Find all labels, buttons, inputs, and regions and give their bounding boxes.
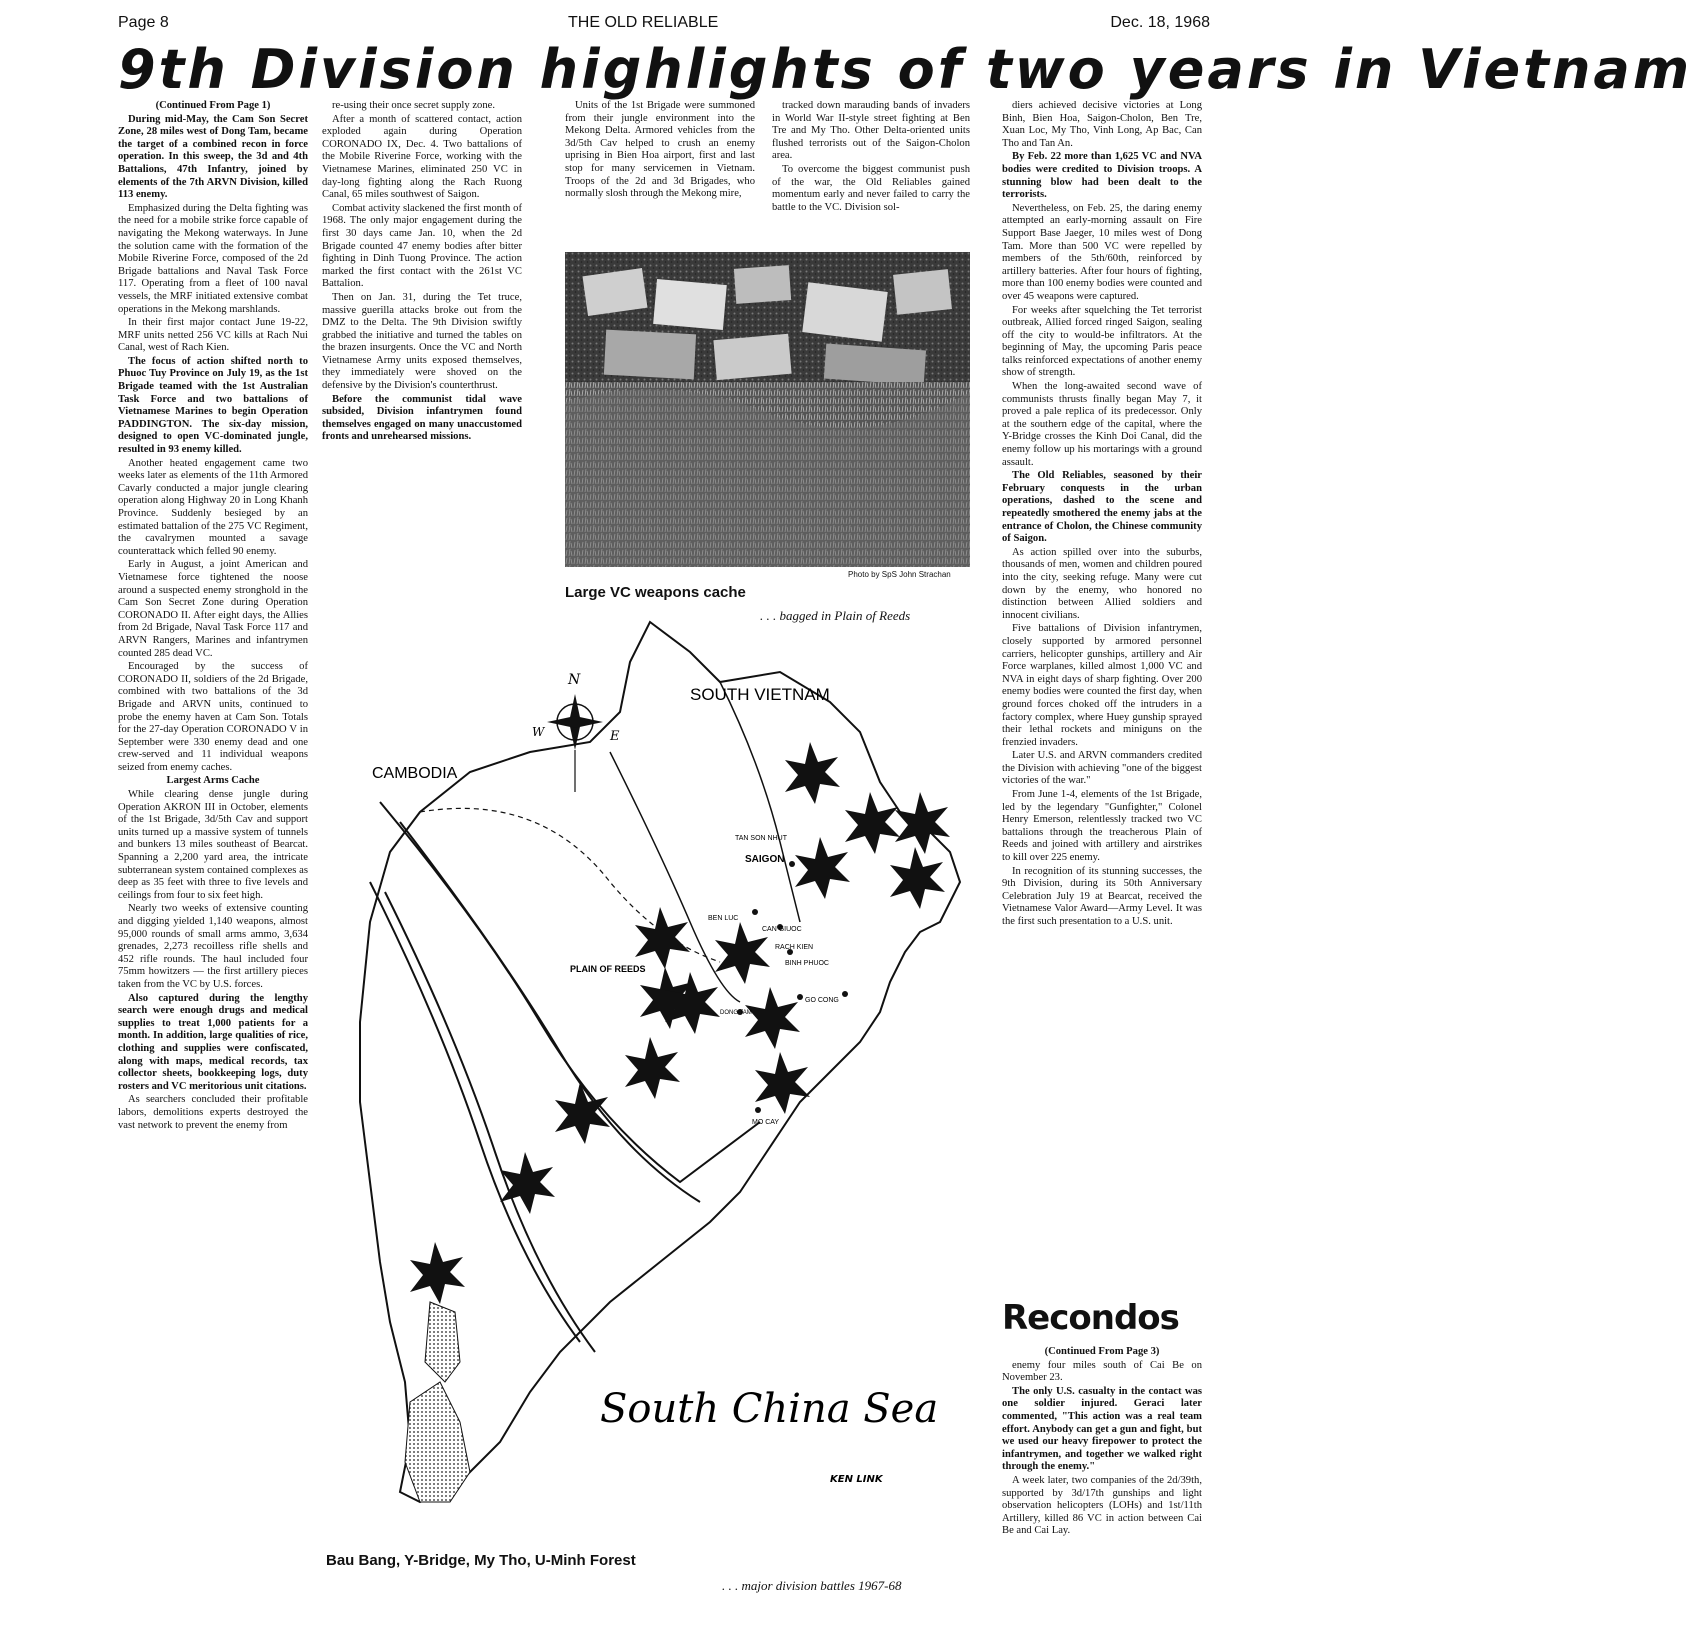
article-column-4 xyxy=(772,100,970,250)
masthead xyxy=(118,14,1210,36)
battle-marker xyxy=(500,1152,555,1214)
weapons-cache-photo xyxy=(565,252,970,567)
article-paragraph: In recognition of its stunning successes, the 9th Division, during its 50th Anniversary Celebration July 19 at Bearcat, received the Vietnamese Valor Award—Army Level. It was the first such presentation to a U.S. unit. xyxy=(1002,865,1202,927)
article-paragraph: Units of the 1st Brigade were summoned from their jungle environment into the Mekong Delta. Armored vehicles from the 3d/5th Cav helped to crush an enemy uprising in Bien Hoa airport, first and last stop for many servicemen in Vietnam. Troops of the 2d and 3d Brigades, who normally slosh through the Mekong mire, xyxy=(565,100,755,200)
label-south-china-sea: South China Sea xyxy=(600,1386,939,1432)
article-paragraph: By Feb. 22 more than 1,625 VC and NVA bodies were credited to Division troops. A stunning blow had been dealt to the terrorists. xyxy=(1002,151,1202,201)
article-paragraph: Nevertheless, on Feb. 25, the daring enemy attempted an early-morning assault on Fire Support Base Jaeger, 10 miles west of Dong Tam. More than 500 VC were repelled by members of the 5th/60th, reinforced by artillery batteries. After four hours of fighting, more than 100 enemy bodies were counted and over 45 weapons were captured. xyxy=(1002,202,1202,302)
article-paragraph: Then on Jan. 31, during the Tet truce, massive guerilla attacks broke out from the DMZ to the Delta. The 9th Division swiftly grabbed the initiative and turned the tables on the brazen insurgents. Once the VC and North Vietnamese Army units exposed themselves, they immediately were shoved on the defensive by the Division's counterthrust. xyxy=(322,291,522,392)
article-paragraph: After a month of scattered contact, action exploded again during Operation CORONADO IX, Dec. 4. Two battalions of the Mobile Riverine Force, working with the Vietnamese Marines, eliminated 250 VC in day-long fighting along the Rach Ruong Canal, 65 miles southwest of Saigon. xyxy=(322,113,522,201)
label-saigon: SAIGON xyxy=(745,854,785,865)
u-minh-forest xyxy=(405,1382,470,1502)
label-binh-phuoc: BINH PHUOC xyxy=(785,960,829,967)
article-paragraph: For weeks after squelching the Tet terrorist outbreak, Allied forced ringed Saigon, sealing off the city to would-be infiltrators. At the beginning of May, the upcoming Paris peace talks reinforced expectations of another enemy show of strength. xyxy=(1002,304,1202,379)
map-caption: Bau Bang, Y-Bridge, My Tho, U-Minh Forest xyxy=(326,1552,636,1569)
battle-markers xyxy=(410,742,950,1304)
article-paragraph: tracked down marauding bands of invaders in World War II-style street fighting at Ben Tre and My Tho. Other Delta-oriented units flushed terrorists out of the Saigon-Cholon area. xyxy=(772,100,970,162)
article-paragraph: diers achieved decisive victories at Long Binh, Bien Hoa, Saigon-Cholon, Ben Tre, Xuan Loc, My Tho, Vinh Long, Ap Bac, Can Tho and Tan An. xyxy=(1002,100,1202,149)
article-paragraph: As searchers concluded their profitable labors, demolitions experts destroyed the vast network to prevent the enemy from xyxy=(118,1094,308,1131)
article-paragraph: Before the communist tidal wave subsided, Division infantrymen found themselves engaged on many unaccustomed fronts and unrehearsed missions. xyxy=(322,393,522,443)
label-ben-luc: BEN LUC xyxy=(708,915,739,922)
compass-rose xyxy=(547,694,603,792)
article-paragraph: When the long-awaited second wave of communists thrusts finally began May 7, it proved a pale replica of its predecessor. Only at the southern edge of the capital, where the Y-Bridge crosses the Kinh Doi Canal, did the enemy follow up his mortarings with a ground assault. xyxy=(1002,381,1202,468)
article-paragraph: enemy four miles south of Cai Be on November 23. xyxy=(1002,1359,1202,1384)
label-rach-kien: RACH KIEN xyxy=(775,944,814,951)
article-paragraph: Early in August, a joint American and Vietnamese force tightened the noose around a suspected enemy stronghold in the Cam Son Secret Zone during Operation CORONADO II. After eight days, the Allies from 2d Brigade, Naval Task Force 117 and ARVN Rangers, Marines and infantrymen counted 285 dead VC. xyxy=(118,559,308,659)
compass-west: W xyxy=(532,725,545,739)
battle-marker xyxy=(625,1037,680,1099)
article-paragraph: The focus of action shifted north to Phuoc Tuy Province on July 19, as the 1st Brigade teamed with the 1st Australian Task Force and two battalions of Vietnamese Marines to begin Operation PADDINGTON. The six-day mission, designed to open VC-dominated jungle, resulted in 93 enemy killed. xyxy=(118,355,308,456)
recondos-column xyxy=(1002,1346,1202,1606)
article-paragraph: Emphasized during the Delta fighting was the need for a mobile strike force capable of navigating the Mekong waterways. In June the solution came with the formation of the Mobile Riverine Force, composed of the 2d Brigade battalions and Naval Task Force 117. Operating from a fleet of 100 naval vessels, the MRF initiated extensive combat operations in the Mekong marshlands. xyxy=(118,202,308,315)
map-subcaption: . . . major division battles 1967-68 xyxy=(722,1578,902,1593)
label-mo-cay: MO CAY xyxy=(752,1119,780,1126)
article-paragraph: From June 1-4, elements of the 1st Brigade, led by the legendary "Gunfighter," Colonel Henry Emerson, relentlessly tracked two VC battalions through the treacherous Plain of Reeds and joined with artillery and airstrikes to kill over 225 enemy. xyxy=(1002,789,1202,864)
article-paragraph: During mid-May, the Cam Son Secret Zone, 28 miles west of Dong Tam, became the target of a combined recon in force operation. In this sweep, the 3d and 4th Battalions, 47th Infantry, joined by elements of the 7th ARVN Division, killed 113 enemy. xyxy=(118,113,308,201)
photo-subcaption: . . . bagged in Plain of Reeds xyxy=(760,608,911,623)
recondos-heading: Recondos xyxy=(1002,1298,1179,1338)
article-paragraph: To overcome the biggest communist push of the war, the Old Reliables gained momentum early and never failed to carry the battle to the VC. Division sol- xyxy=(772,163,970,213)
label-go-cong: GO CONG xyxy=(805,997,839,1004)
battle-marker xyxy=(890,847,945,909)
article-paragraph: Later U.S. and ARVN commanders credited the Division with achieving "one of the biggest victories of the war." xyxy=(1002,750,1202,787)
article-paragraph: Combat activity slackened the first month of 1968. The only major engagement during the first 30 days came Jan. 10, when the 2d Brigade counted 47 enemy bodies after bitter fighting in Dinh Tuong Province. The action marked the first contact with the 261st VC Battalion. xyxy=(322,202,522,290)
article-paragraph: Five battalions of Division infantrymen, closely supported by armored personnel carriers, helicopter gunships, artillery and Air Force warplanes, killed almost 1,000 VC and NVA in eight days of sharp fighting. Over 200 enemy bodies were counted the first day, when ground forces choked off the intruders in a factory complex, where Huey gunship sprayed their lethal rockets and miniguns on the frenzied invaders. xyxy=(1002,623,1202,748)
delta-battle-map xyxy=(360,622,980,1542)
compass-north: N xyxy=(568,672,581,688)
saigon-river xyxy=(720,682,800,922)
article-paragraph: re-using their once secret supply zone. xyxy=(332,100,495,111)
label-plain-of-reeds: PLAIN OF REEDS xyxy=(570,964,646,974)
photo-credit: Photo by SpS John Strachan xyxy=(848,570,951,579)
article-column-5 xyxy=(1002,100,1202,1290)
article-paragraph: Largest Arms Cache xyxy=(166,775,260,787)
article-paragraph: Another heated engagement came two weeks later as elements of the 11th Armored Cavarly conducted a major jungle clearing operation along Highway 20 in Long Khanh Province. Suddenly besieged by an estimated battalion of the 275 VC Regiment, the cavalrymen mounted a savage counterattack which felled 90 enemy. xyxy=(118,457,308,557)
compass-east: E xyxy=(610,729,620,744)
label-dong-tam: DONG TAM xyxy=(720,1010,752,1016)
article-paragraph: Encouraged by the success of CORONADO II, soldiers of the 2d Brigade, combined with two battalions of the 3d Brigade and ARVN units, continued to probe the enemy haven at Cam Son. Totals for the 27-day Operation CORONADO V in September were 330 enemy dead and one crew-served and 11 individual weapons seized from enemy caches. xyxy=(118,661,308,773)
article-paragraph: The only U.S. casualty in the contact was one soldier injured. Geraci later commented, "This action was a real team effort. Anybody can get a gun and fight, but we used our heavy firepower to protect the infantrymen, and together we walked right through the enemy." xyxy=(1002,1385,1202,1473)
page-number: Page 8 xyxy=(118,14,169,31)
article-paragraph: In their first major contact June 19-22, MRF units netted 256 VC kills at Rach Nui Canal, west of Rach Kien. xyxy=(118,317,308,354)
battle-marker xyxy=(745,987,800,1049)
article-paragraph: Nearly two weeks of extensive counting and digging yielded 1,140 weapons, almost 95,000 rounds of small arms ammo, 3,634 grenades, 2,273 recoilless rifle shells and 452 rifle rounds. The haul included four 75mm howitzers — the first artillery pieces taken from the VC by U.S. forces. xyxy=(118,903,308,990)
battle-marker xyxy=(410,1242,465,1304)
article-paragraph: The Old Reliables, seasoned by their February conquests in the urban operations, dashed to the scene and repeatedly smothered the enemy jabs at the entrance of Cholon, the Chinese community of Saigon. xyxy=(1002,470,1202,545)
article-column-3 xyxy=(565,100,755,250)
battle-marker xyxy=(785,742,840,804)
label-south-vietnam: SOUTH VIETNAM xyxy=(690,685,830,704)
headline: 9th Division highlights of two years in Vietnam xyxy=(118,38,1692,101)
label-cambodia: CAMBODIA xyxy=(372,765,458,782)
map-artist-signature: KEN LINK xyxy=(830,1474,883,1485)
newspaper-name: THE OLD RELIABLE xyxy=(568,14,719,31)
battle-marker xyxy=(755,1052,810,1114)
article-paragraph: While clearing dense jungle during Operation AKRON III in October, elements of the 1st Brigade, 3d/5th Cav and support units turned up a massive system of tunnels and bunkers 13 miles southeast of Bearcat. Spanning a 2,200 yard area, the intricate subterranean system contained complexes as deep as 35 feet with three to five levels and ceilings from four to six feet high. xyxy=(118,789,308,901)
issue-date: Dec. 18, 1968 xyxy=(1110,14,1210,31)
label-tan-son-nhut: TAN SON NHUT xyxy=(735,835,787,842)
article-column-2 xyxy=(322,100,522,600)
article-paragraph: As action spilled over into the suburbs, thousands of men, women and children poured into the city, seeking refuge. Many were cut down by the enemy, who honored no distinction between Allied soldiers and innocent civilians. xyxy=(1002,546,1202,621)
battle-marker xyxy=(795,837,850,899)
article-paragraph: A week later, two companies of the 2d/39th, supported by 3d/17th gunships and light observation helicopters (LOHs) and 1st/11th Artillery, killed 86 VC in action between Cai Be and Cai Lay. xyxy=(1002,1474,1202,1537)
bassac-river-1 xyxy=(370,882,580,1342)
article-paragraph: (Continued From Page 1) xyxy=(155,100,271,111)
article-paragraph: (Continued From Page 3) xyxy=(1044,1346,1160,1357)
article-paragraph: Also captured during the lengthy search were enough drugs and medical supplies to treat 1,000 patients for a month. In addition, large qualities of rice, clothing and supplies were confiscated, along with maps, medical records, tax collector sheets, bookkeeping logs, duty rosters and VC meritorious unit citations. xyxy=(118,992,308,1092)
article-column-1 xyxy=(118,100,308,1620)
label-can-giuoc: CAN GIUOC xyxy=(762,926,802,933)
photo-caption: Large VC weapons cache xyxy=(565,584,746,601)
